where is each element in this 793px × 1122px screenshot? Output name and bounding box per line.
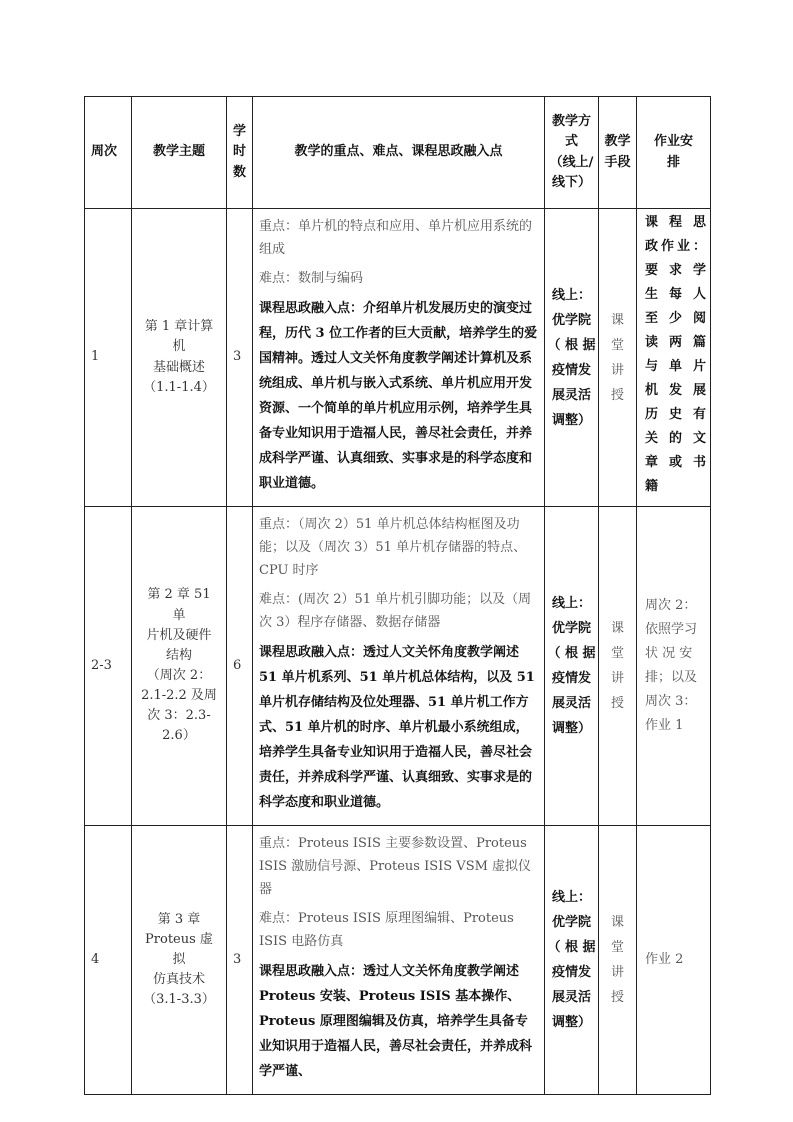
header-homework-line: 排 [666, 154, 680, 170]
topic-line: 仿真技术 [152, 972, 205, 988]
points-cell [253, 209, 545, 507]
homework-line: 章 或 书 [645, 455, 706, 470]
ideology-point: 课程思政融入点：透过人文关怀角度教学阐述 51 单片机系列、51 单片机总体结构，以及 51 单片机存储结构及位处理器、51 单片机工作方式、51 单片机的时序、单片机最小系统组成，培养学生具备专业知识用于造福人民，善尽社会责任，并养成科学严谨、认真细致、实事求是的科学态度和职业道德。 [259, 645, 535, 810]
mode-line: 优学院 [551, 621, 591, 636]
table-row [85, 507, 711, 826]
means-line: 授 [610, 696, 624, 711]
topic-line: （1.1-1.4） [143, 379, 215, 395]
hours-cell: 6 [227, 507, 253, 826]
mode-line: 调整） [551, 1015, 591, 1030]
homework-line: 读 两 篇 [645, 335, 706, 350]
mode-line: 线上： [551, 287, 591, 303]
mode-line: 展灵活 [551, 387, 591, 403]
difficulty-point: 难点：数制与编码 [259, 271, 364, 286]
header-hours-line: 学 [232, 124, 246, 140]
means-cell [599, 209, 637, 507]
header-hours-line: 时 [232, 144, 246, 160]
homework-line: 作业 2 [645, 952, 684, 967]
table-row [85, 826, 711, 1095]
homework-line: 排；以及 [645, 670, 698, 685]
mode-cell [545, 507, 599, 826]
header-homework [637, 97, 711, 209]
topic-cell [132, 826, 227, 1095]
difficulty-point: 难点：Proteus ISIS 原理图编辑、Proteus ISIS 电路仿真 [259, 911, 514, 949]
homework-cell [637, 507, 711, 826]
means-line: 授 [610, 387, 624, 403]
means-line: 讲 [610, 362, 624, 378]
header-points: 教学的重点、难点、课程思政融入点 [253, 97, 545, 209]
difficulty-point: 难点：(周次 2）51 单片机引脚功能；以及（周次 3）程序存储器、数据存储器 [259, 592, 532, 630]
homework-cell [637, 209, 711, 507]
points-cell [253, 507, 545, 826]
mode-line: （ 根 据 [547, 337, 596, 353]
homework-line: 状 况 安 [645, 646, 693, 661]
mode-line: 线上： [551, 596, 591, 611]
topic-line: Proteus 虚拟 [145, 931, 213, 967]
homework-line: 政作业： [645, 239, 706, 254]
header-mode-line: （线上/ [549, 154, 594, 170]
header-week: 周次 [85, 97, 132, 209]
points-cell [253, 826, 545, 1095]
header-mode [545, 97, 599, 209]
header-means [599, 97, 637, 209]
key-point: 重点：单片机的特点和应用、单片机应用系统的组成 [259, 219, 533, 257]
homework-line: 周次 3： [645, 694, 697, 709]
mode-line: 调整） [551, 721, 591, 736]
homework-line: 至 少 阅 [645, 311, 706, 326]
mode-line: 展灵活 [551, 696, 591, 711]
topic-line: 2.1-2.2 及周 [141, 688, 217, 704]
means-line: 课 [610, 621, 624, 636]
homework-line: 依照学习 [645, 622, 698, 637]
topic-line: 第 3 章 [157, 911, 201, 927]
mode-line: （ 根 据 [547, 940, 596, 955]
homework-line: 机 发 展 [645, 383, 706, 398]
topic-line: 基础概述 [152, 359, 205, 375]
means-cell [599, 507, 637, 826]
homework-line: 生 每 人 [645, 287, 706, 302]
means-line: 课 [610, 312, 624, 328]
mode-line: 疫情发 [551, 965, 591, 980]
week-cell: 1 [85, 209, 132, 507]
homework-line: 籍 [645, 479, 659, 494]
header-topic: 教学主题 [132, 97, 227, 209]
homework-line: 课 程 思 [645, 215, 706, 230]
week-cell: 2-3 [85, 507, 132, 826]
means-line: 堂 [610, 646, 624, 661]
mode-line: 线上： [551, 890, 591, 905]
header-means-line: 手段 [604, 154, 631, 170]
ideology-point: 课程思政融入点：介绍单片机发展历史的演变过程，历代 3 位工作者的巨大贡献，培养学生的爱国精神。透过人文关怀角度教学阐述计算机及系统组成、单片机与嵌入式系统、单片机应用开发资源、一个简单的单片机应用示例，培养学生具备专业知识用于造福人民，善尽社会责任，并养成科学严谨、认真细致、实事求是的科学态度和职业道德。 [259, 301, 538, 491]
mode-line: （ 根 据 [547, 646, 596, 661]
header-row [85, 97, 711, 209]
topic-cell [132, 507, 227, 826]
key-point: 重点：（周次 2）51 单片机总体结构框图及功能；以及（周次 3）51 单片机存储器的特点、CPU 时序 [259, 517, 527, 578]
topic-line: （周次 2： [146, 668, 212, 683]
header-mode-line: 式 [564, 134, 578, 150]
key-point: 重点：Proteus ISIS 主要参数设置、Proteus ISIS 激励信号源、Proteus ISIS VSM 虚拟仪器 [259, 836, 532, 897]
week-cell: 4 [85, 826, 132, 1095]
means-line: 讲 [610, 965, 624, 980]
mode-line: 优学院 [551, 915, 591, 930]
homework-cell [637, 826, 711, 1095]
topic-line: 第 1 章计算机 [144, 319, 214, 355]
header-hours [227, 97, 253, 209]
homework-line: 历 史 有 [645, 407, 706, 422]
header-homework-line: 作业安 [653, 134, 693, 150]
mode-line: 疫情发 [551, 671, 591, 686]
topic-line: 结构 [165, 647, 192, 663]
hours-cell: 3 [227, 209, 253, 507]
header-means-line: 教学 [604, 134, 631, 150]
means-line: 授 [610, 990, 624, 1005]
means-cell [599, 826, 637, 1095]
homework-line: 关 的 文 [645, 431, 706, 446]
ideology-point: 课程思政融入点：透过人文关怀角度教学阐述 Proteus 安装、Proteus ISIS 基本操作、Proteus 原理图编辑及仿真，培养学生具备专业知识用于造福人民，善尽社会责任，并养成科学严谨、 [259, 964, 533, 1079]
homework-line: 作业 1 [645, 718, 684, 733]
means-line: 课 [610, 915, 624, 930]
hours-cell: 3 [227, 826, 253, 1095]
course-schedule-table [84, 96, 711, 1095]
mode-cell [545, 826, 599, 1095]
homework-line: 与 单 片 [645, 359, 706, 374]
topic-line: 片机及硬件 [146, 627, 212, 643]
mode-line: 调整） [551, 412, 591, 428]
means-line: 堂 [610, 940, 624, 955]
means-line: 讲 [610, 671, 624, 686]
topic-line: 第 2 章 51 单 [147, 587, 211, 623]
mode-line: 展灵活 [551, 990, 591, 1005]
homework-line: 周次 2： [645, 598, 697, 613]
mode-line: 疫情发 [551, 362, 591, 378]
homework-line: 要 求 学 [645, 263, 706, 278]
header-hours-line: 数 [232, 164, 246, 180]
header-mode-line: 线下） [551, 174, 591, 190]
means-line: 堂 [610, 337, 624, 353]
topic-line: 次 3：2.3-2.6） [147, 708, 211, 744]
topic-cell [132, 209, 227, 507]
mode-cell [545, 209, 599, 507]
header-mode-line: 教学方 [551, 114, 591, 130]
table-row [85, 209, 711, 507]
topic-line: （3.1-3.3） [143, 992, 215, 1008]
mode-line: 优学院 [551, 312, 591, 328]
